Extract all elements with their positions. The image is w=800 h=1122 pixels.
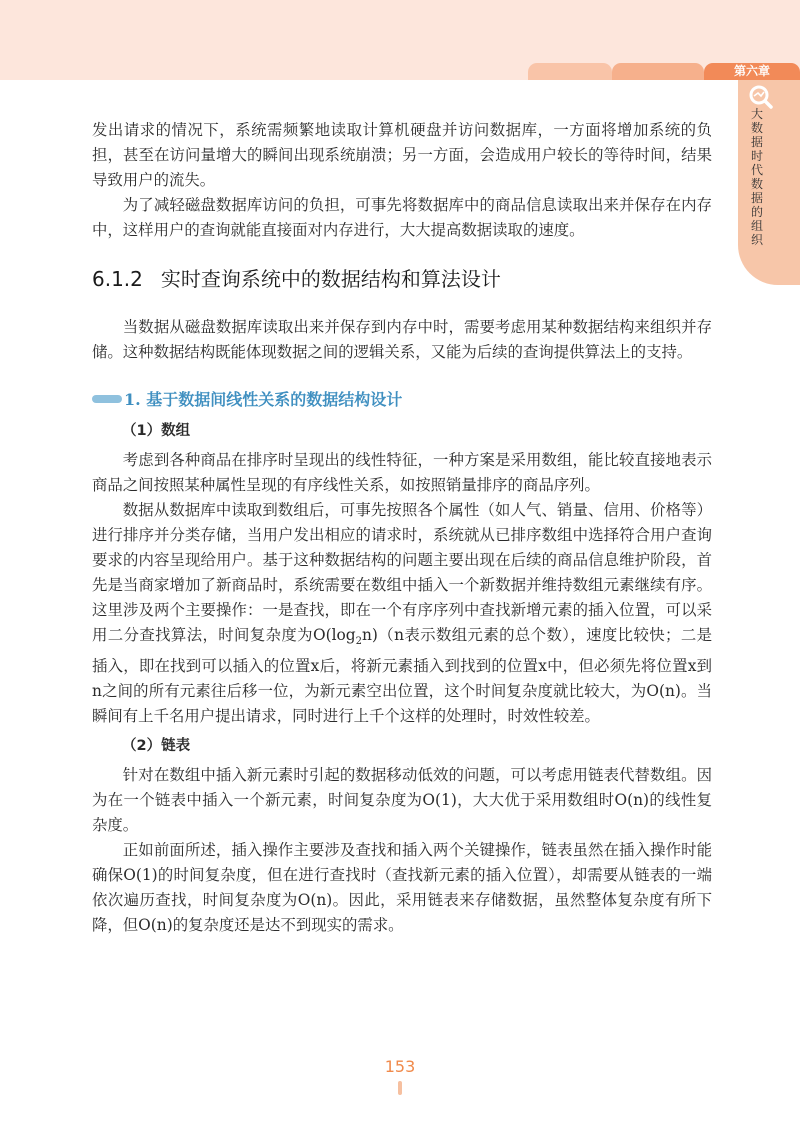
paragraph-text: n)（n表示数组元素的总个数），速度比较快；二是插入，即在找到可以插入的位置x后，将新元素插入到找到的位置x中，但必须先将位置x到n之间的所有元素往后移一位，为新元素空出位置，这个时间复杂度就比较大，为O(n)。当瞬间有上千名用户提出请求，同时进行上千个这样的处理时，时效性较差。 bbox=[92, 626, 712, 726]
paragraph: 为了减轻磁盘数据库访问的负担，可事先将数据库中的商品信息读取出来并保存在内存中，这样用户的查询就能直接面对内存进行，大大提高数据读取的速度。 bbox=[92, 196, 712, 239]
section-number: 6.1.2 bbox=[92, 267, 143, 291]
paragraph: 发出请求的情况下，系统需频繁地读取计算机硬盘并访问数据库，一方面将增加系统的负担，甚至在访问量增大的瞬间出现系统崩溃；另一方面，会造成用户较长的等待时间，结果导致用户的流失。 bbox=[92, 121, 712, 189]
header-tab-decoration bbox=[528, 63, 612, 80]
page-number: 153 bbox=[384, 1057, 416, 1076]
chapter-label: 第六章 bbox=[733, 64, 770, 78]
heading-bar-decoration bbox=[92, 395, 122, 403]
paragraph: 正如前面所述，插入操作主要涉及查找和插入两个关键操作，链表虽然在插入操作时能确保O(1)的时间复杂度，但在进行查找时（查找新元素的插入位置），却需要从链表的一端依次遍历查找，时间复杂度为O(n)。因此，采用链表来存储数据，虽然整体复杂度有所下降，但O(n)的复杂度还是达不到现实的需求。 bbox=[92, 841, 712, 935]
header-tab-decoration bbox=[612, 63, 704, 80]
item-heading: （2）链表 bbox=[122, 738, 191, 755]
side-chapter-title: 大数据时代数据的组织 bbox=[751, 107, 764, 247]
subsection-heading bbox=[92, 387, 712, 410]
subsection-title: 1. 基于数据间线性关系的数据结构设计 bbox=[124, 390, 403, 409]
log-subscript: 2 bbox=[355, 636, 363, 648]
page-content bbox=[92, 118, 712, 938]
paragraph: 当数据从磁盘数据库读取出来并保存到内存中时，需要考虑用某种数据结构来组织并存储。这种数据结构既能体现数据之间的逻辑关系，又能为后续的查询提供算法上的支持。 bbox=[92, 318, 712, 361]
paragraph-text: 数据从数据库中读取到数组后，可事先按照各个属性（如人气、销量、信用、价格等）进行排序并分类存储，当用户发出相应的请求时，系统就从已排序数组中选择符合用户查询要求的内容呈现给用户。基于这种数据结构的问题主要出现在后续的商品信息维护阶段，首先是当商家增加了新商品时，系统需要在数组中插入一个新数据并维持数组元素继续有序。这里涉及两个主要操作：一是查找，即在一个有序序列中查找新增元素的插入位置，可以采用二分查找算法，时间复杂度为O(log bbox=[92, 501, 712, 644]
page-number-tick bbox=[398, 1081, 402, 1095]
item-heading: （1）数组 bbox=[122, 423, 191, 439]
paragraph bbox=[92, 498, 712, 729]
side-chapter-tab bbox=[738, 80, 800, 285]
section-heading bbox=[92, 265, 712, 293]
paragraph: 针对在数组中插入新元素时引起的数据移动低效的问题，可以考虑用链表代替数组。因为在一个链表中插入一个新元素，时间复杂度为O(1)，大大优于采用数组时O(n)的线性复杂度。 bbox=[92, 766, 712, 835]
section-title: 实时查询系统中的数据结构和算法设计 bbox=[160, 267, 501, 291]
paragraph: 考虑到各种商品在排序时呈现出的线性特征，一种方案是采用数组，能比较直接地表示商品之间按照某种属性呈现的有序线性关系，如按照销量排序的商品序列。 bbox=[92, 451, 712, 494]
